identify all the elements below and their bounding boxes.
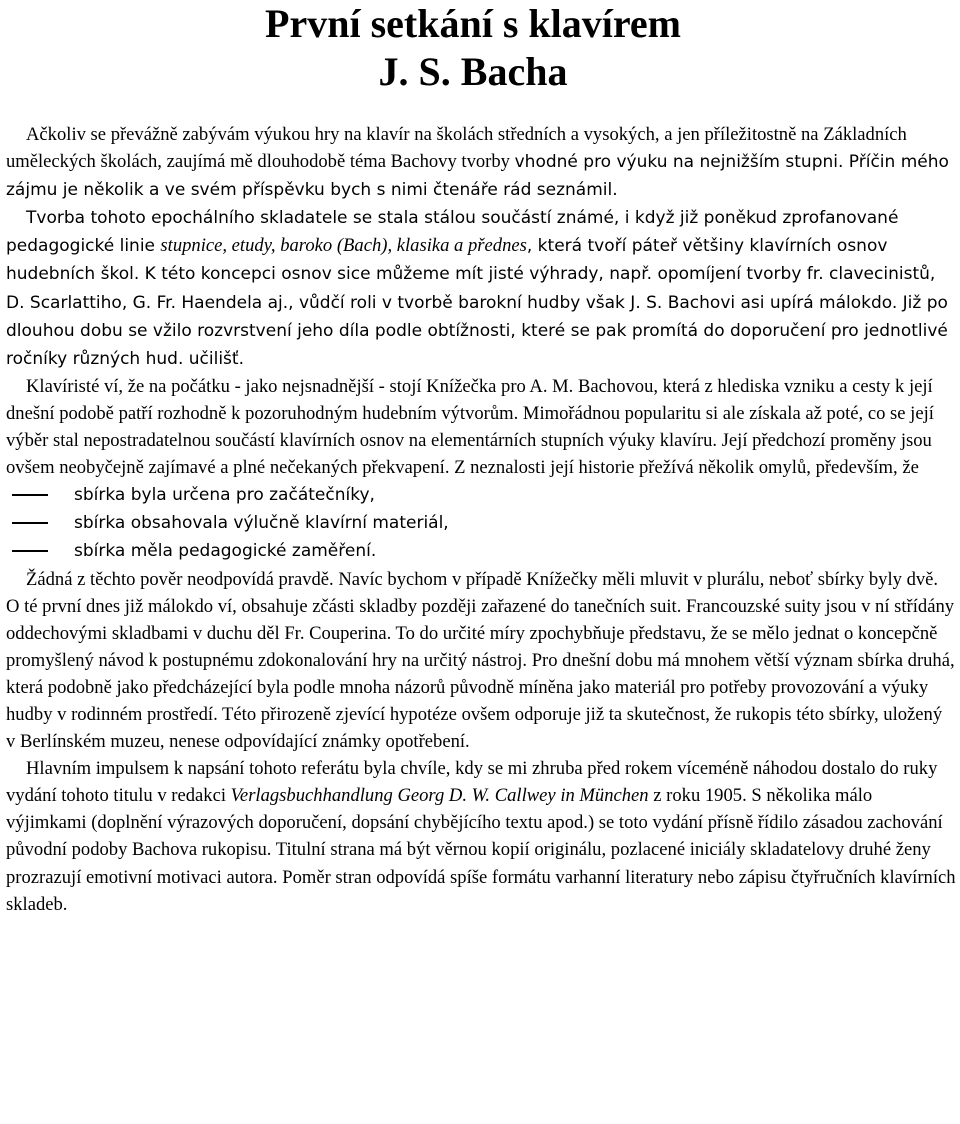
list-item-text: sbírka byla určena pro začátečníky, xyxy=(74,485,375,506)
paragraph-intro xyxy=(6,121,956,204)
paragraph-intro-part-1: Ačkoliv se převážně zabývám výukou hry na klavír na školách středních a vysokých, a jen příležitostně na Základních uměleckých školách, zaujímá mě dlouhodobě téma Bachovy tvorby xyxy=(6,124,907,173)
paragraph-klaviriste: Klavíristé ví, že na počátku - jako nejsnadnější - stojí Knížečka pro A. M. Bachovou, která z hlediska vzniku a cesty k její dnešní podobě patří rozhodně k pozoruhodným hudebním výtvorům. Mimořádnou popularitu si ale získala až poté, co se její výběr stal nepostradatelnou součástí klavírních osnov na elementárních stupních výuky klavíru. Její předchozí proměny jsou ovšem neobyčejně zajímavé a plné nečekaných překvapení. Z neznalosti její historie přežívá několik omylů, především, že xyxy=(6,375,934,479)
page-title xyxy=(0,0,948,96)
paragraph-hlavnim-part-1: Hlavním impulsem k napsání tohoto referátu byla chvíle, kdy se mi zhruba před rokem víceméně náhodou dostalo do ruky vydání tohoto titulu v redakci xyxy=(6,758,938,807)
paragraph-zadna: Žádná z těchto pověr neodpovídá pravdě. Navíc bychom v případě Knížečky měli mluvit v plurálu, neboť sbírky byly dvě. O té první dnes již málokdo ví, obsahuje zčásti skladby později zařazené do tanečních suit. Francouzské suity jsou v ní střídány oddechovými skladbami v duchu děl Fr. Couperina. To do určité míry zpochybňuje představu, že se mělo jednat o koncepčně promyšlený návod k postupnému zdokonalování hry na určitý nástroj. Pro dnešní dobu má mnohem větší význam sbírka druhá, která podobně jako předcházející byla podle mnoha názorů původně míněna jako materiál pro potřeby provozování a výuky hudby v rodinném prostředí. Této přirozeně zjevící hypotéze ovšem odporuje již ta skutečnost, že rukopis této sbírky, uložený v Berlínském muzeu, nenese odpovídající známky opotřebení. xyxy=(6,568,955,753)
paragraph-tvorba-italic: stupnice, etudy, baroko (Bach), klasika a přednes xyxy=(160,235,527,257)
document-page xyxy=(6,0,956,918)
paragraph-hlavnim xyxy=(6,755,956,918)
myth-list xyxy=(6,481,956,565)
paragraph-hlavnim-part-2: z roku 1905. S několika málo výjimkami (doplnění výrazových doporučení, dopsání chybějícího textu apod.) se toto vydání přísně řídilo zásadou zachování původní podoby Bachova rukopisu. Titulní strana má být věrnou kopií originálu, pozlacené iniciály skladatelovy druhé ženy prozrazují emotivní motivaci autora. Poměr stran odpovídá spíše formátu varhanní literatury nebo zápisu čtyřručních klavírních skladeb. xyxy=(6,785,956,915)
title-line-2: J. S. Bacha xyxy=(378,49,568,94)
list-item xyxy=(6,481,956,509)
list-item-text: sbírka obsahovala výlučně klavírní materiál, xyxy=(74,513,449,534)
paragraph-tvorba xyxy=(6,204,956,373)
list-item xyxy=(6,509,956,537)
dash-bullet-icon xyxy=(12,550,48,552)
title-line-1: První setkání s klavírem xyxy=(265,1,681,46)
paragraph-intro-part-2: vhodné pro výuku na nejnižším stupni. Příčin mého zájmu je několik a ve svém příspěvku bych s nimi čtenáře rád seznámil. xyxy=(6,152,949,201)
paragraph-hlavnim-italic: Verlagsbuchhandlung Georg D. W. Callwey in München xyxy=(230,785,649,807)
list-item xyxy=(6,537,956,565)
list-item-text: sbírka měla pedagogické zaměření. xyxy=(74,541,377,562)
paragraph-tvorba-part-2: , která tvoří páteř většiny klavírních osnov hudebních škol. K této koncepci osnov sice můžeme mít jisté výhrady, např. opomíjení tvorby fr. clavecinistů, D. Scarlattiho, G. Fr. Haendela aj., vůdčí roli v tvorbě barokní hudby však J. S. Bachovi asi upírá málokdo. Již po dlouhou dobu se vžilo rozvrstvení jeho díla podle obtížnosti, které se pak promítá do doporučení pro jednotlivé ročníky různých hud. učilišť. xyxy=(6,236,948,369)
paragraph-tvorba-part-1: Tvorba tohoto epochálního skladatele se stala stálou součástí známé, i když již poněkud zprofanované pedagogické linie xyxy=(6,208,899,257)
dash-bullet-icon xyxy=(12,522,48,524)
article-body xyxy=(6,121,956,918)
dash-bullet-icon xyxy=(12,494,48,496)
